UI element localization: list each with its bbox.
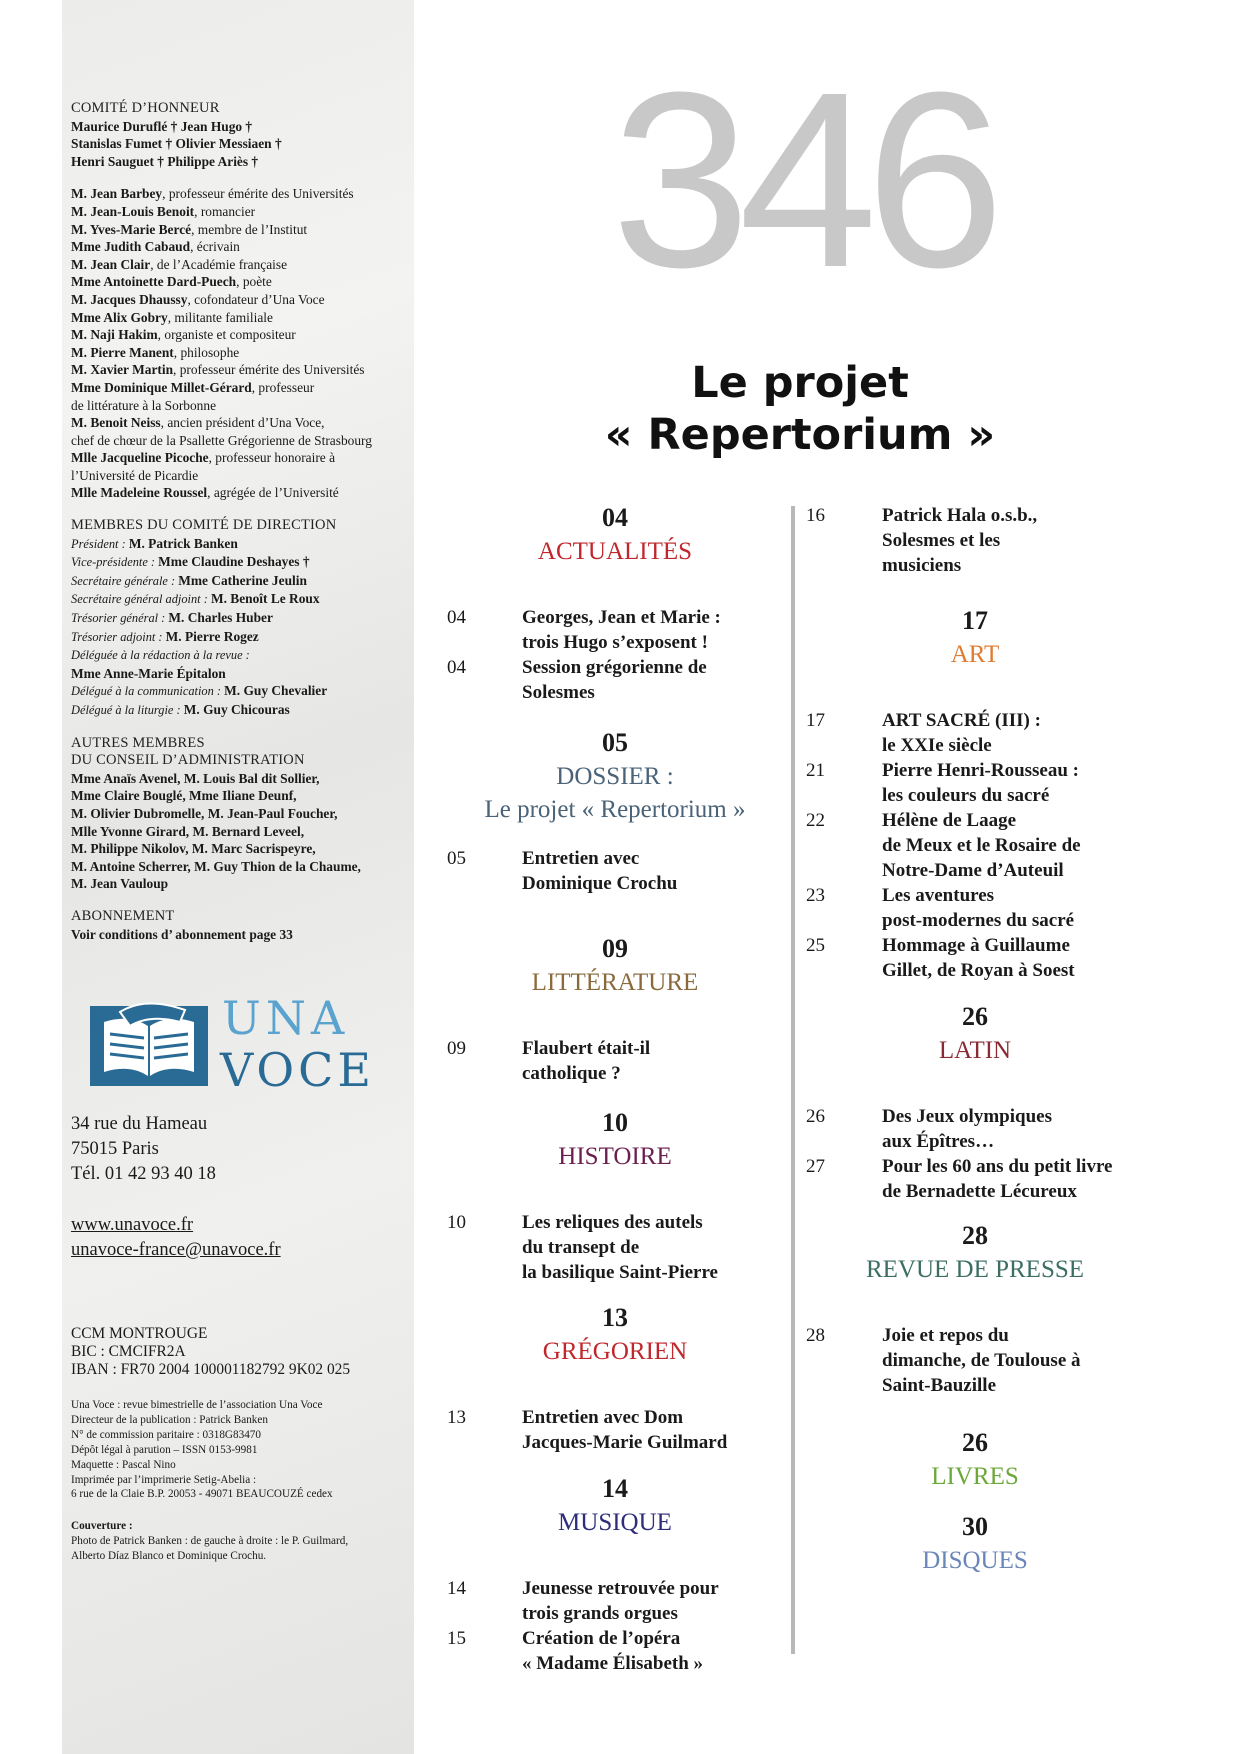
toc-entry-title[interactable] — [882, 1104, 1052, 1154]
toc-entry-line: Flaubert était-il — [522, 1038, 651, 1059]
toc-entry-line: Création de l’opéra — [522, 1628, 681, 1649]
toc-entry-line: Les reliques des autels — [522, 1212, 703, 1233]
legal-line: Maquette : Pascal Nino — [71, 1458, 176, 1471]
toc-entry-line: trois Hugo s’exposent ! — [522, 632, 708, 653]
other-member-line: M. Philippe Nikolov, M. Marc Sacrispeyre, — [71, 841, 316, 857]
toc-entry-page: 26 — [806, 1106, 825, 1127]
toc-entry-line: Entretien avec — [522, 848, 640, 869]
toc-entry-page: 04 — [447, 657, 466, 678]
toc-entry-line: musiciens — [882, 555, 962, 576]
toc-entry-line: Jacques-Marie Guilmard — [522, 1432, 728, 1453]
board-list — [71, 535, 407, 720]
toc-section-name[interactable]: DOSSIER : — [556, 763, 674, 790]
honor-line: Maurice Duruflé † Jean Hugo † — [71, 118, 253, 134]
member-line: Mme Judith Cabaud, écrivain — [71, 239, 240, 255]
subscription-title: ABONNEMENT — [71, 907, 175, 924]
board-line: Délégué à la communication : M. Guy Chevalier — [71, 683, 328, 699]
links-block — [71, 1213, 281, 1263]
member-line: Mme Dominique Millet-Gérard, professeur — [71, 379, 315, 395]
board-line: Trésorier adjoint : M. Pierre Rogez — [71, 628, 259, 644]
other-member-line: Mlle Yvonne Girard, M. Bernard Leveel, — [71, 823, 305, 839]
toc-section-name[interactable]: GRÉGORIEN — [542, 1338, 688, 1365]
member-line: M. Xavier Martin, professeur émérite des Universités — [71, 362, 365, 378]
toc-section-name[interactable]: HISTOIRE — [558, 1143, 672, 1170]
other-member-line: Mme Claire Bouglé, Mme Iliane Deunf, — [71, 788, 297, 804]
toc-entry-line: Georges, Jean et Marie : — [522, 607, 721, 628]
toc-section-subtitle[interactable]: Le projet « Repertorium » — [484, 796, 746, 823]
toc-entry-title[interactable] — [882, 883, 1074, 933]
toc-section-number: 13 — [602, 1303, 628, 1332]
member-line: M. Naji Hakim, organiste et compositeur — [71, 327, 296, 343]
board-line: Vice-présidente : Mme Claudine Deshayes † — [71, 554, 310, 570]
legal-line: Imprimée par l’imprimerie Setig-Abelia : — [71, 1473, 257, 1486]
address-block — [71, 1112, 216, 1187]
toc-entry-line: Pierre Henri-Rousseau : — [882, 760, 1079, 781]
toc-entry-page: 22 — [806, 810, 825, 831]
toc-entry-page: 23 — [806, 885, 825, 906]
toc-entry-page: 05 — [447, 848, 466, 869]
toc-entry-line: Joie et repos du — [882, 1325, 1009, 1346]
member-line: chef de chœur de la Psallette Grégorienne de Strasbourg — [71, 432, 372, 448]
toc-entry-page: 16 — [806, 505, 825, 526]
toc-entry-line: Gillet, de Royan à Soest — [882, 960, 1075, 981]
toc-section-number: 10 — [602, 1108, 628, 1137]
member-line: M. Jean Barbey, professeur émérite des Universités — [71, 186, 354, 202]
toc-section-number: 26 — [962, 1002, 988, 1031]
board-title: MEMBRES DU COMITÉ DE DIRECTION — [71, 517, 337, 534]
other-member-line: M. Olivier Dubromelle, M. Jean-Paul Foucher, — [71, 805, 338, 821]
member-line: M. Jean Clair, de l’Académie française — [71, 256, 288, 272]
toc-section-name[interactable]: LATIN — [938, 1037, 1012, 1064]
toc-section-name[interactable]: ACTUALITÉS — [537, 538, 693, 565]
toc-entry-line: de Bernadette Lécureux — [882, 1181, 1077, 1202]
toc-section-number: 05 — [602, 728, 628, 757]
other-members-title: AUTRES MEMBRES — [71, 734, 205, 751]
toc-entry-title[interactable] — [522, 1626, 703, 1676]
member-line: Mlle Jacqueline Picoche, professeur honoraire à — [71, 450, 336, 466]
toc-entry-page: 17 — [806, 710, 825, 731]
toc-entry-title[interactable] — [882, 933, 1075, 983]
dossier-title-line: Le projet — [691, 358, 909, 408]
member-line: M. Jean-Louis Benoit, romancier — [71, 203, 256, 219]
toc-entry-line: Dominique Crochu — [522, 873, 678, 894]
toc-section-number: 09 — [602, 934, 628, 963]
toc-section-name[interactable]: LITTÉRATURE — [531, 969, 699, 996]
toc-entry-line: Session grégorienne de — [522, 657, 707, 678]
toc-section-name[interactable]: ART — [950, 641, 1000, 668]
toc-entry-title[interactable] — [522, 655, 707, 705]
toc-entry-title[interactable] — [522, 1210, 718, 1285]
toc-section-number: 17 — [962, 606, 988, 635]
toc-entry-line: « Madame Élisabeth » — [522, 1653, 704, 1674]
toc-entry-line: les couleurs du sacré — [882, 785, 1050, 806]
dossier-title-line: « Repertorium » — [604, 410, 996, 460]
board-line: Délégué à la liturgie : M. Guy Chicouras — [71, 702, 290, 717]
toc-entry-line: Jeunesse retrouvée pour — [522, 1578, 719, 1599]
member-line: l’Université de Picardie — [71, 467, 199, 483]
bank-line: CCM MONTROUGE — [71, 1325, 208, 1342]
toc-entry-page: 13 — [447, 1407, 466, 1428]
toc-entry-line: ART SACRÉ (III) : — [882, 710, 1041, 731]
address-line: 75015 Paris — [71, 1139, 159, 1159]
column-divider — [791, 506, 795, 1654]
toc-entry-line: Les aventures — [882, 885, 995, 906]
toc-entry-title[interactable] — [522, 605, 721, 655]
cover-line: Photo de Patrick Banken : de gauche à droite : le P. Guilmard, — [71, 1534, 349, 1547]
other-members-title-2: DU CONSEIL D’ADMINISTRATION — [71, 752, 305, 769]
toc-entry-line: catholique ? — [522, 1063, 621, 1084]
legal-notice — [71, 1398, 333, 1502]
cover-line: Alberto Díaz Blanco et Dominique Crochu. — [71, 1549, 267, 1562]
toc-section-number: 14 — [602, 1474, 628, 1503]
toc-section-name[interactable]: REVUE DE PRESSE — [865, 1256, 1085, 1283]
toc-entry-line: Des Jeux olympiques — [882, 1106, 1052, 1127]
other-member-line: M. Antoine Scherrer, M. Guy Thion de la Chaume, — [71, 858, 361, 874]
toc-entry-title[interactable] — [882, 708, 1041, 758]
toc-entry-line: Hommage à Guillaume — [882, 935, 1070, 956]
subscription-text: Voir conditions d’ abonnement page 33 — [71, 926, 293, 942]
una-voce-logo — [90, 992, 380, 1092]
toc-entry-page: 15 — [447, 1628, 466, 1649]
toc-entry-page: 25 — [806, 935, 825, 956]
bank-block — [71, 1325, 350, 1379]
svg-text:UNA: UNA — [222, 992, 350, 1045]
book-icon — [90, 992, 380, 1092]
toc-section-name[interactable]: LIVRES — [931, 1463, 1019, 1490]
sidebar — [62, 0, 414, 1754]
honor-committee-title: COMITÉ D’HONNEUR — [71, 100, 220, 116]
toc-entry-page: 14 — [447, 1578, 466, 1599]
toc-entry-line: Saint-Bauzille — [882, 1375, 997, 1396]
member-line: M. Benoit Neiss, ancien président d’Una Voce, — [71, 415, 325, 431]
honor-line: Stanislas Fumet † Olivier Messiaen † — [71, 136, 282, 152]
toc-entry-line: Solesmes et les — [882, 530, 1001, 551]
legal-line: N° de commission paritaire : 0318G83470 — [71, 1428, 261, 1441]
board-line: Secrétaire générale : Mme Catherine Jeulin — [71, 572, 307, 588]
issue-number: 346 — [611, 40, 993, 319]
toc-entry-title[interactable] — [522, 1036, 650, 1086]
toc-entry-title[interactable] — [522, 846, 677, 896]
address-line: 34 rue du Hameau — [71, 1114, 208, 1134]
toc-entry-line: Patrick Hala o.s.b., — [882, 505, 1038, 526]
toc-section-number: 28 — [962, 1221, 988, 1250]
toc-section-number: 04 — [602, 503, 628, 532]
toc-entry-line: du transept de — [522, 1237, 640, 1258]
toc-section-name[interactable]: DISQUES — [922, 1547, 1028, 1574]
toc-entry-title[interactable] — [882, 1323, 1081, 1398]
board-line: Trésorier général : M. Charles Huber — [71, 610, 273, 626]
other-member-line: M. Jean Vauloup — [71, 876, 169, 892]
toc-section-number: 30 — [962, 1512, 988, 1541]
toc-entry-line: trois grands orgues — [522, 1603, 678, 1624]
members-list — [71, 185, 407, 502]
bank-line: IBAN : FR70 2004 100001182792 9K02 025 — [71, 1361, 351, 1378]
toc-entry-line: Notre-Dame d’Auteuil — [882, 860, 1064, 881]
legal-line: Dépôt légal à parution – ISSN 0153-9981 — [71, 1443, 258, 1456]
board-line: Mme Anne-Marie Épitalon — [71, 665, 226, 681]
email-link[interactable]: unavoce-france@unavoce.fr — [71, 1240, 281, 1260]
legal-line: 6 rue de la Claie B.P. 20053 - 49071 BEAUCOUZÉ cedex — [71, 1488, 333, 1501]
dossier-title — [560, 357, 1040, 461]
member-line: Mlle Madeleine Roussel, agrégée de l’Université — [71, 485, 339, 501]
toc-entry-title[interactable] — [882, 1154, 1112, 1204]
toc-section-name[interactable]: MUSIQUE — [558, 1509, 672, 1536]
toc-entry-line: dimanche, de Toulouse à — [882, 1350, 1081, 1371]
board-line: Secrétaire général adjoint : M. Benoît Le Roux — [71, 591, 320, 607]
board-line: Président : M. Patrick Banken — [71, 535, 238, 551]
member-line: M. Jacques Dhaussy, cofondateur d’Una Voce — [71, 291, 325, 307]
phone: Tél. 01 42 93 40 18 — [71, 1164, 216, 1184]
toc-entry-title[interactable] — [522, 1576, 719, 1626]
bank-line: BIC : CMCIFR2A — [71, 1343, 186, 1360]
toc-entry-title[interactable] — [882, 503, 1037, 578]
member-line: Mme Alix Gobry, militante familiale — [71, 309, 273, 325]
legal-line: Una Voce : revue bimestrielle de l’association Una Voce — [71, 1399, 323, 1411]
toc-section-number: 26 — [962, 1428, 988, 1457]
toc-entry-page: 21 — [806, 760, 825, 781]
board-line: Déléguée à la rédaction à la revue : — [71, 648, 250, 663]
member-line: M. Yves-Marie Bercé, membre de l’Institut — [71, 221, 308, 237]
cover-title: Couverture : — [71, 1520, 133, 1532]
other-member-line: Mme Anaïs Avenel, M. Louis Bal dit Sollier, — [71, 770, 320, 786]
sidebar-credits — [71, 100, 407, 943]
member-line: de littérature à la Sorbonne — [71, 397, 217, 413]
toc-entry-line: Entretien avec Dom — [522, 1407, 684, 1428]
toc-entry-page: 04 — [447, 607, 466, 628]
member-line: M. Pierre Manent, philosophe — [71, 344, 240, 360]
toc-entry-page: 09 — [447, 1038, 466, 1059]
toc-entry-title[interactable] — [522, 1405, 727, 1455]
toc-entry-title[interactable] — [882, 808, 1081, 883]
honor-line: Henri Sauguet † Philippe Ariès † — [71, 153, 259, 169]
svg-text:VOCE: VOCE — [220, 1043, 375, 1092]
toc-entry-line: Pour les 60 ans du petit livre — [882, 1156, 1113, 1177]
toc-entry-line: le XXIe siècle — [882, 735, 992, 756]
toc-entry-line: aux Épîtres… — [882, 1131, 995, 1152]
toc-entry-line: Hélène de Laage — [882, 810, 1017, 831]
toc-entry-line: de Meux et le Rosaire de — [882, 835, 1081, 856]
toc-entry-page: 28 — [806, 1325, 825, 1346]
toc-entry-line: la basilique Saint-Pierre — [522, 1262, 718, 1283]
toc-entry-page: 10 — [447, 1212, 466, 1233]
cover-credit — [71, 1519, 348, 1564]
toc-entry-title[interactable] — [882, 758, 1079, 808]
other-members-list — [71, 770, 407, 893]
toc-entry-page: 27 — [806, 1156, 825, 1177]
toc-entry-line: post-modernes du sacré — [882, 910, 1075, 931]
website-link[interactable]: www.unavoce.fr — [71, 1215, 194, 1235]
toc-entry-line: Solesmes — [522, 682, 595, 703]
legal-line: Directeur de la publication : Patrick Banken — [71, 1413, 268, 1426]
member-line: Mme Antoinette Dard-Puech, poète — [71, 274, 272, 290]
